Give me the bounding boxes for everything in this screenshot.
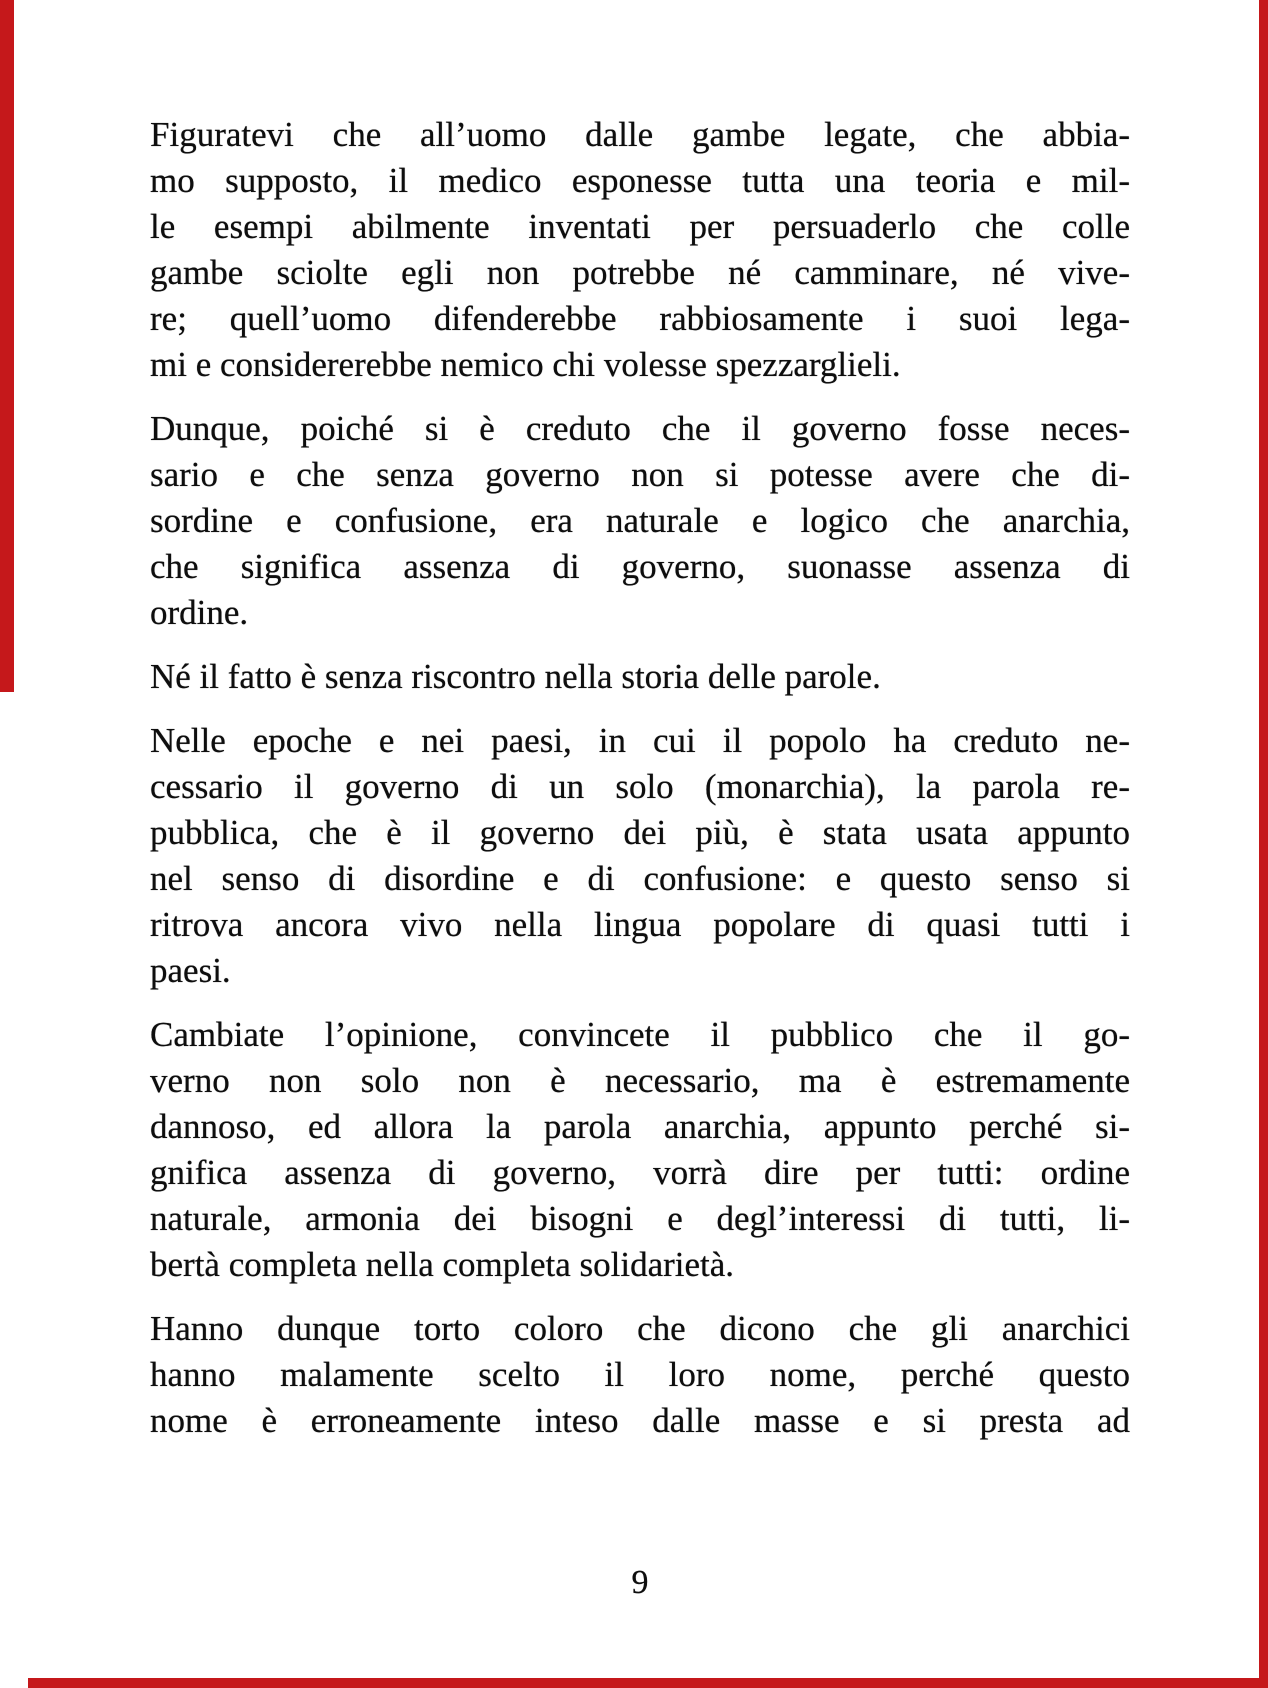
paragraph: [150, 654, 1130, 700]
text-line: naturale, armonia dei bisogni e degl’interessi di tutti, li-: [150, 1199, 1130, 1238]
text-line: pubblica, che è il governo dei più, è stata usata appunto: [150, 813, 1130, 852]
text-line: re; quell’uomo difenderebbe rabbiosamente i suoi lega-: [150, 299, 1130, 338]
text-line: Né il fatto è senza riscontro nella storia delle parole.: [150, 657, 881, 696]
text-line: cessario il governo di un solo (monarchia), la parola re-: [150, 767, 1130, 806]
paragraph: [150, 1012, 1130, 1288]
paragraph: [150, 1306, 1130, 1444]
page-text-block: [150, 112, 1130, 1462]
paragraph: [150, 718, 1130, 994]
text-line: sordine e confusione, era naturale e logico che anarchia,: [150, 501, 1130, 540]
binding-edge-right: [1259, 0, 1268, 1688]
text-line: bertà completa nella completa solidarietà.: [150, 1245, 735, 1284]
text-line: verno non solo non è necessario, ma è estremamente: [150, 1061, 1130, 1100]
binding-edge-bottom: [28, 1678, 1259, 1688]
text-line: mo supposto, il medico esponesse tutta una teoria e mil-: [150, 161, 1130, 200]
text-line: Dunque, poiché si è creduto che il governo fosse neces-: [150, 409, 1130, 448]
text-line: Cambiate l’opinione, convincete il pubblico che il go-: [150, 1015, 1130, 1054]
text-line: nel senso di disordine e di confusione: e questo senso si: [150, 859, 1130, 898]
text-line: dannoso, ed allora la parola anarchia, appunto perché si-: [150, 1107, 1130, 1146]
text-line: nome è erroneamente inteso dalle masse e si presta ad: [150, 1401, 1130, 1440]
text-line: ritrova ancora vivo nella lingua popolare di quasi tutti i: [150, 905, 1130, 944]
paragraph: [150, 112, 1130, 388]
text-line: gambe sciolte egli non potrebbe né camminare, né vive-: [150, 253, 1130, 292]
text-line: le esempi abilmente inventati per persuaderlo che colle: [150, 207, 1130, 246]
text-line: che significa assenza di governo, suonasse assenza di: [150, 547, 1130, 586]
text-line: Figuratevi che all’uomo dalle gambe legate, che abbia-: [150, 115, 1130, 154]
text-line: hanno malamente scelto il loro nome, perché questo: [150, 1355, 1130, 1394]
paragraph: [150, 406, 1130, 636]
text-line: Nelle epoche e nei paesi, in cui il popolo ha creduto ne-: [150, 721, 1130, 760]
text-line: ordine.: [150, 593, 249, 632]
page-number: 9: [631, 1564, 649, 1601]
text-line: gnifica assenza di governo, vorrà dire per tutti: ordine: [150, 1153, 1130, 1192]
text-line: sario e che senza governo non si potesse avere che di-: [150, 455, 1130, 494]
text-line: paesi.: [150, 951, 231, 990]
text-line: Hanno dunque torto coloro che dicono che gli anarchici: [150, 1309, 1130, 1348]
text-line: mi e considererebbe nemico chi volesse spezzarglieli.: [150, 345, 901, 384]
binding-edge-left: [0, 0, 14, 692]
